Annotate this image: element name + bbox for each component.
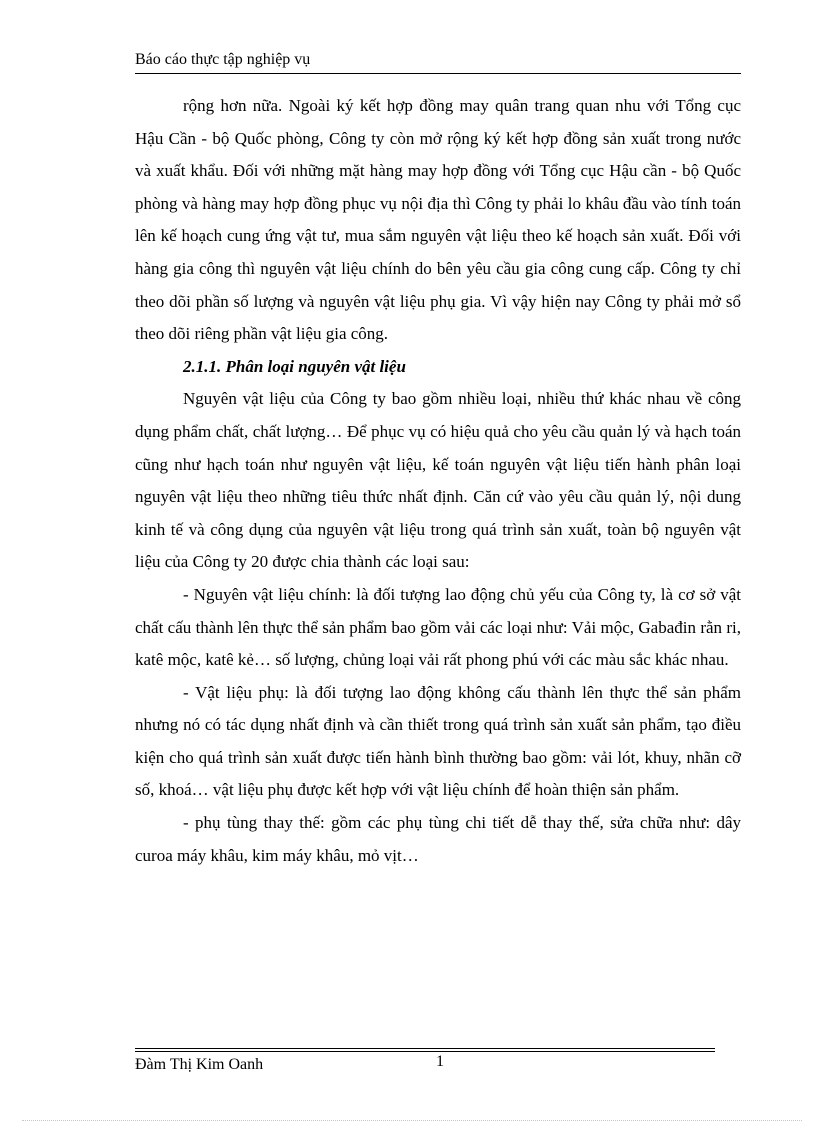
footer-rule	[135, 1048, 715, 1052]
intro-paragraph: rộng hơn nữa. Ngoài ký kết hợp đồng may quân trang quan nhu với Tổng cục Hậu Cần - bộ Quốc phòng, Công ty còn mở rộng ký kết hợp đồng sản xuất trong nước và xuất khẩu. Đối với những mặt hàng may hợp đồng với Tổng cục Hậu cần - bộ Quốc phòng và hàng may hợp đồng phục vụ nội địa thì Công ty phải lo khâu đầu vào tính toán lên kế hoạch cung ứng vật tư, mua sắm nguyên vật liệu theo kế hoạch sản xuất. Đối với hàng gia công thì nguyên vật liệu chính do bên yêu cầu gia công cung cấp. Công ty chỉ theo dõi phần số lượng và nguyên vật liệu phụ gia. Vì vậy hiện nay Công ty phải mở sổ theo dõi riêng phần vật liệu gia công.	[135, 96, 741, 344]
paragraph-auxiliary-materials: - Vật liệu phụ: là đối tượng lao động không cấu thành lên thực thể sản phẩm nhưng nó có tác dụng nhất định và cần thiết trong quá trình sản xuất sản phẩm, tạo điều kiện cho quá trình sản xuất được tiến hành bình thường bao gồm: vải lót, khuy, nhãn cỡ số, khoá… vật liệu phụ được kết hợp với vật liệu chính để hoàn thiện sản phẩm.	[135, 682, 741, 800]
page-bottom-edge	[22, 1120, 802, 1121]
paragraph-main-materials: - Nguyên vật liệu chính: là đối tượng lao động chủ yếu của Công ty, là cơ sở vật chất cấu thành lên thực thể sản phẩm bao gồm vải các loại như: Vải mộc, Gabađin rằn ri, katê mộc, katê kẻ… số lượng, chủng loại vải rất phong phú với các màu sắc khác nhau.	[135, 584, 741, 670]
footer-author: Đàm Thị Kim Oanh	[135, 1056, 264, 1073]
header-title: Báo cáo thực tập nghiệp vụ	[135, 51, 311, 68]
paragraph-spare-parts: - phụ tùng thay thế: gồm các phụ tùng chi tiết dễ thay thế, sửa chữa như: dây curoa máy khâu, kim máy khâu, mỏ vịt…	[135, 813, 741, 865]
paragraph-classification: Nguyên vật liệu của Công ty bao gồm nhiều loại, nhiều thứ khác nhau về công dụng phẩm chất, chất lượng… Để phục vụ có hiệu quả cho yêu cầu quản lý và hạch toán cũng như hạch toán như nguyên vật liệu, kế toán nguyên vật liệu tiến hành phân loại nguyên vật liệu theo những tiêu thức nhất định. Căn cứ vào yêu cầu quản lý, nội dung kinh tế và công dụng của nguyên vật liệu trong quá trình sản xuất, toàn bộ nguyên vật liệu của Công ty 20 được chia thành các loại sau:	[135, 389, 741, 572]
page-number: 1	[436, 1053, 444, 1070]
document-body	[135, 90, 741, 872]
page-header	[135, 49, 741, 74]
section-heading: 2.1.1. Phân loại nguyên vật liệu	[183, 356, 406, 376]
